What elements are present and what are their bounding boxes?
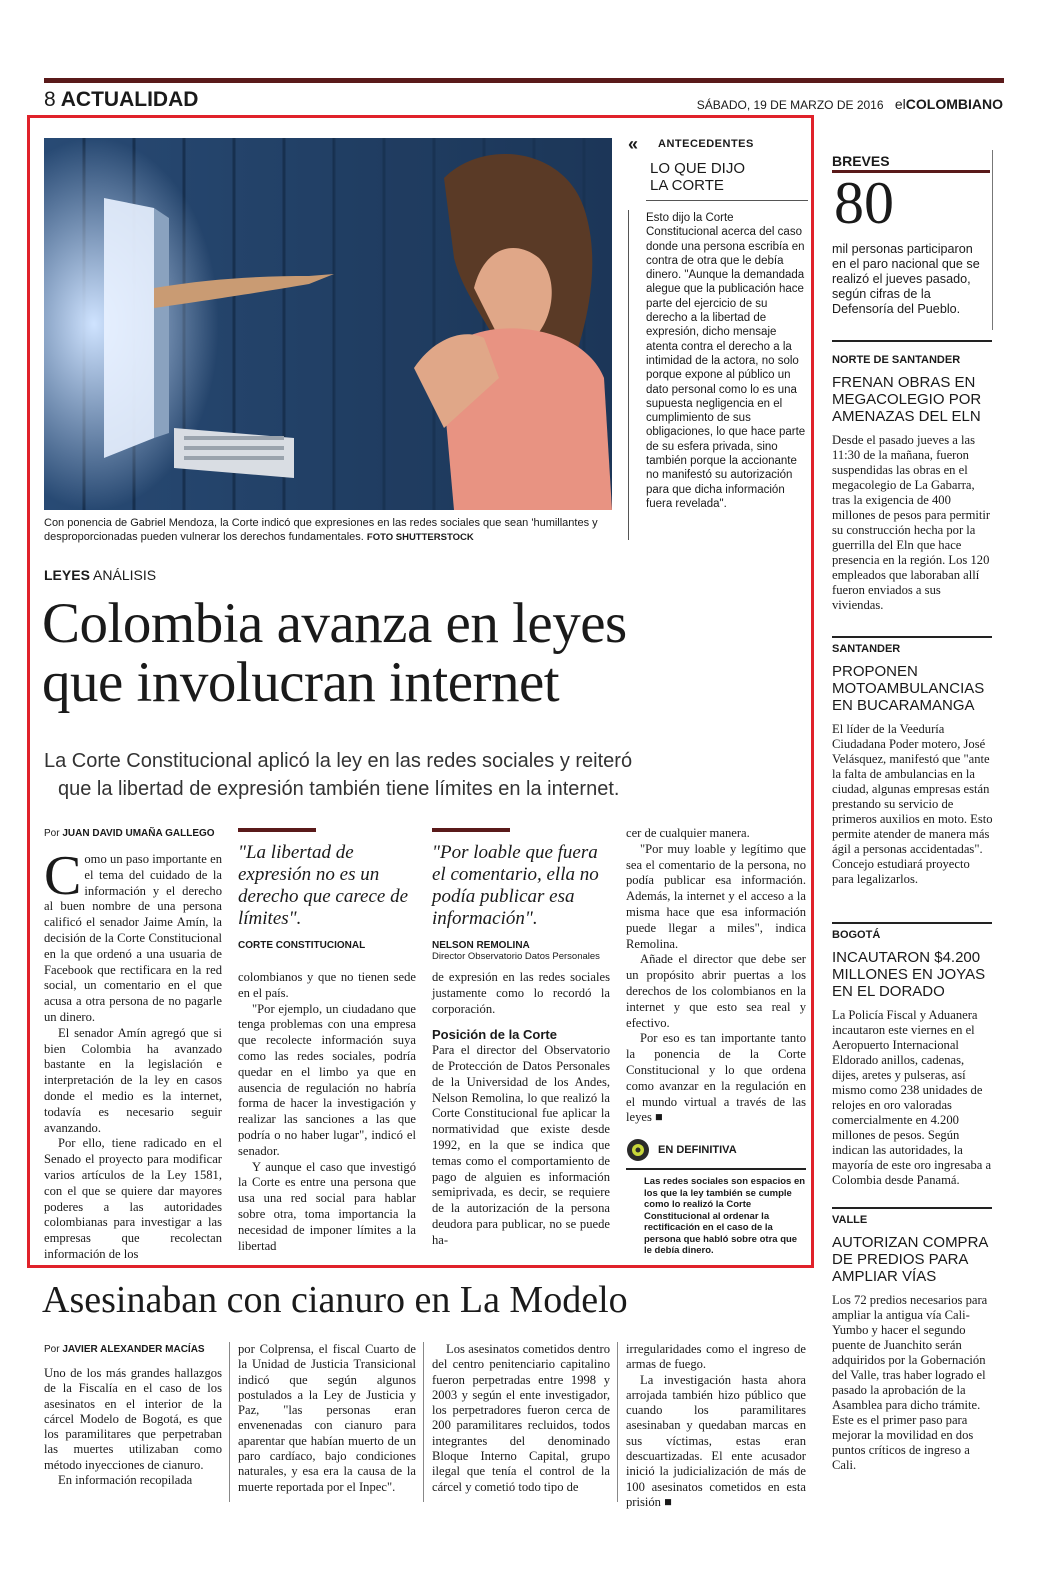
article-column-3: de expresión en las redes sociales justamente como lo recordó la corporación. Posición de la Corte Para el director del Observatorio de Protección de Datos Personales de la Universidad de los Andes, Nelson Remolina, lo que realizó la Corte Constitucional fue aplicar la normatividad que existe desde 1992, en la que se indica que temas como el comportamiento de pago de alguien es información semiprivada, es decir, se requiere de la autorización de la persona deudora para publicar, no se puede ha- [432,970,610,1247]
breve-item: VALLE AUTORIZAN COMPRA DE PREDIOS PARA AMPLIAR VÍAS Los 72 predios necesarios para ampliar la antigua vía Cali-Yumbo y hacer el segundo puente de Juanchito serán adquiridos por la Gobernación del Valle, tras haber logrado el pasado la aprobación de la Asamblea para dicho trámite. Este es el primer paso para mejorar la movilidad en dos puntos críticos de ingreso a Cali. [832,1214,988,1472]
photo-credit: FOTO SHUTTERSTOCK [366,532,474,543]
article-headline: Colombia avanza en leyes que involucran internet [42,592,627,714]
pull-quote-2: "Por loable que fuera el comentario, ella no podía publicar esa información". NELSON REMOLINA Director Observatorio Datos Personales [432,842,600,962]
breves-label: BREVES [832,153,890,169]
chevrons-left-icon: « [628,134,639,154]
antecedentes-title: LO QUE DIJO LA CORTE [650,160,746,194]
article-column-4: cer de cualquier manera. "Por muy loable y legítimo que sea el comentario de la persona, no podía publicar esa información. Además, la internet y el acceso a la misma hace que esa información puede llegar a miles", indica Remolina. Añade el director que debe ser un propósito abrir puertas a los derechos de los colombianos en la internet y que esto sea real y efectivo. Por eso es tan importante tanto la ponencia de la Corte Constitucional y lo que ordena como avanzar en la regulación en el mundo virtual a través de las leyes ■ [626,826,806,1125]
article-photo [44,138,612,510]
issue-date: SÁBADO, 19 DE MARZO DE 2016 [696,98,884,112]
breves-rule-vertical [992,150,993,330]
pull-quote-1: "La libertad de expresión no es un derecho que carece de límites". CORTE CONSTITUCIONAL [238,842,409,951]
dropcap: C [44,845,82,907]
subhead: Posición de la Corte [432,1027,557,1043]
en-definitiva-body: Las redes sociales son espacios en los que la ley también se cumple como lo realizó la Corte Constitucional al ordenar la rectificación en el caso de la persona que habló sobre otra que le debía dinero. [644,1176,806,1256]
second-column-4: irregularidades como el ingreso de armas de fuego. La investigación hasta ahora arrojada también hizo público que cuando los paramilitares asesinaban y quedaban marcas en sus víctimas, estas eran descuartizadas. El ente acusador inició la judicialización de más de 100 asesinatos cometidos en esta prisión ■ [626,1342,806,1509]
breve-item: SANTANDER PROPONEN MOTOAMBULANCIAS EN BUCARAMANGA El líder de la Veeduría Ciudadana Poder motero, José Velásquez, manifestó que "ante la falta de ambulancias en la ciudad, algunas empresas están prestando su servicio de primeros auxilios en moto. Esto permite atender de manera más ágil a personas accidentadas". Concejo estudiará proyecto para legalizarlos. [832,643,993,886]
antecedentes-box [628,134,808,511]
second-column-1: Uno de los más grandes hallazgos de la Fiscalía en el caso de los asesinatos en el interior de la cárcel Modelo de Bogotá, es que los paramilitares que perpetraban las muertes utilizaban como método inyecciones de cianuro. En información recopilada [44,1366,222,1488]
antecedentes-rule [646,200,808,201]
second-headline: Asesinaban con cianuro en La Modelo [42,1279,628,1321]
second-column-2: por Colprensa, el fiscal Cuarto de la Unidad de Justicia Transicional indicó que según algunos postulados a la Ley de Justicia y Paz, "las personas eran envenenadas con cianuro para aparentar que habían muerto de un paro cardíaco, bajo condiciones naturales, y esa era la causa de la muerte reportada por el Inpec". [238,1342,416,1494]
breve-item: BOGOTÁ INCAUTARON $4.200 MILLONES EN JOYAS EN EL DORADO La Policía Fiscal y Aduanera incautaron este viernes en el Aeropuerto Internacional Eldorado anillos, cadenas, dijes, aretes y pulseras, así mismo como 238 unidades de relojes en oro valoradas comercialmente en 4.200 millones de pesos. Según indican las autoridades, la mayoría de este oro ingresaba a Colombia desde Panamá. [832,929,992,1187]
antecedentes-body: Esto dijo la Corte Constitucional acerca del caso donde una persona escribía en contra de otra que le debía dinero. "Aunque la demandada alegue que la publicación hace parte del ejercicio de su derecho a la libertad de expresión, dicho mensaje atenta contra el derecho a la intimidad de la actora, no solo porque expone al público un dato personal como lo es una supuesta negligencia en el cumplimiento de sus obligaciones, lo que hace parte de su esfera privada, sino también porque la accionante no manifestó su autorización para que dicha información fuera revelada". [646,212,806,510]
breves-big-text: mil personas participaron en el paro nacional que se realizó el jueves pasado, según cifras de la Defensoría del Pueblo. [832,242,980,316]
breve-item: NORTE DE SANTANDER FRENAN OBRAS EN MEGACOLEGIO POR AMENAZAS DEL ELN Desde el pasado jueves a las 11:30 de la mañana, fueron suspendidas las obras en el megacolegio de La Gabarra, tras la exigencia de 400 millones de pesos para permitir su construcción hecha por la guerrilla del Eln que hace presencia en la región. Los 120 empleados que laboraban allí fueron enviados a sus viviendas. [832,354,991,612]
breves-big-number: 80 [834,170,894,236]
photo-caption: Con ponencia de Gabriel Mendoza, la Corte indicó que expresiones en las redes sociales que sean 'humillantes y desproporcionadas pueden vulnerar los derechos fundamentales. FOTO SHUTTERSTOCK [44,517,598,543]
quote-rule-2 [432,828,510,832]
article-byline: Por JUAN DAVID UMAÑA GALLEGO [44,828,215,839]
article-kicker: LEYES ANÁLISIS [44,567,157,583]
article-column-1: Como un paso importante en el tema del cuidado de la información y el derecho al buen nombre de una persona calificó el senador Jaime Amín, la decisión de la Corte Constitucional en la que ordenó a una usuaria de Facebook que rectificara en la red social, un comentario en el que acusa a otra persona de no pagarle un dinero. El senador Amín agregó que si bien Colombia ha avanzado bastante en la legislación e interpretación de la ley en casos donde el medio es la internet, todavía es necesario seguir avanzando. Por ello, tiene radicado en el Senado el proyecto para modificar varios artículos de la Ley 1581, con el que se quiere dar mayores poderes a las autoridades colombianas para investigar a las empresas que recolectan información de los [44,845,222,1261]
brand-logo: elCOLOMBIANO [894,96,1003,112]
masthead-right [697,96,1003,112]
second-column-3: Los asesinatos cometidos dentro del centro penitenciario capitalino fueron perpetradas entre 1998 y 2003 y según el ente investigador, los perpetradores fueron cerca de 200 paramilitares recluidos, todos integrantes del denominado Bloque Interno Capital, grupo ilegal que tenía el control de la cárcel y cometió todo tipo de [432,1342,610,1494]
article-column-2: colombianos y que no tienen sede en el país. "Por ejemplo, un ciudadano que tenga problemas con una empresa que recolecte información suya como las redes sociales, podría quedar en el limbo ya que en ausencia de regulación no habría forma de hacer la investigación y realizar las sanciones a las que podría o no haber lugar", indicó el senador. Y aunque el caso que investigó la Corte es entre una persona que usa una red social para hablar sobre otra, toma importancia la necesidad de imponer límites a la libertad [238,970,416,1253]
antecedentes-label: ANTECEDENTES [658,138,754,150]
en-definitiva-box [626,1138,806,1257]
quote-rule-1 [238,828,316,832]
photo-illustration [44,138,612,510]
header-rule [44,78,1004,83]
section-header [44,88,198,112]
second-byline: Por JAVIER ALEXANDER MACÍAS [44,1344,205,1355]
en-definitiva-label: EN DEFINITIVA [658,1144,737,1156]
article-deck: La Corte Constitucional aplicó la ley en las redes sociales y reiteró que la libertad de expresión también tiene límites en la internet. [44,750,633,800]
page-number: 8 [44,88,56,111]
target-icon [626,1138,650,1162]
section-title: ACTUALIDAD [60,88,199,111]
